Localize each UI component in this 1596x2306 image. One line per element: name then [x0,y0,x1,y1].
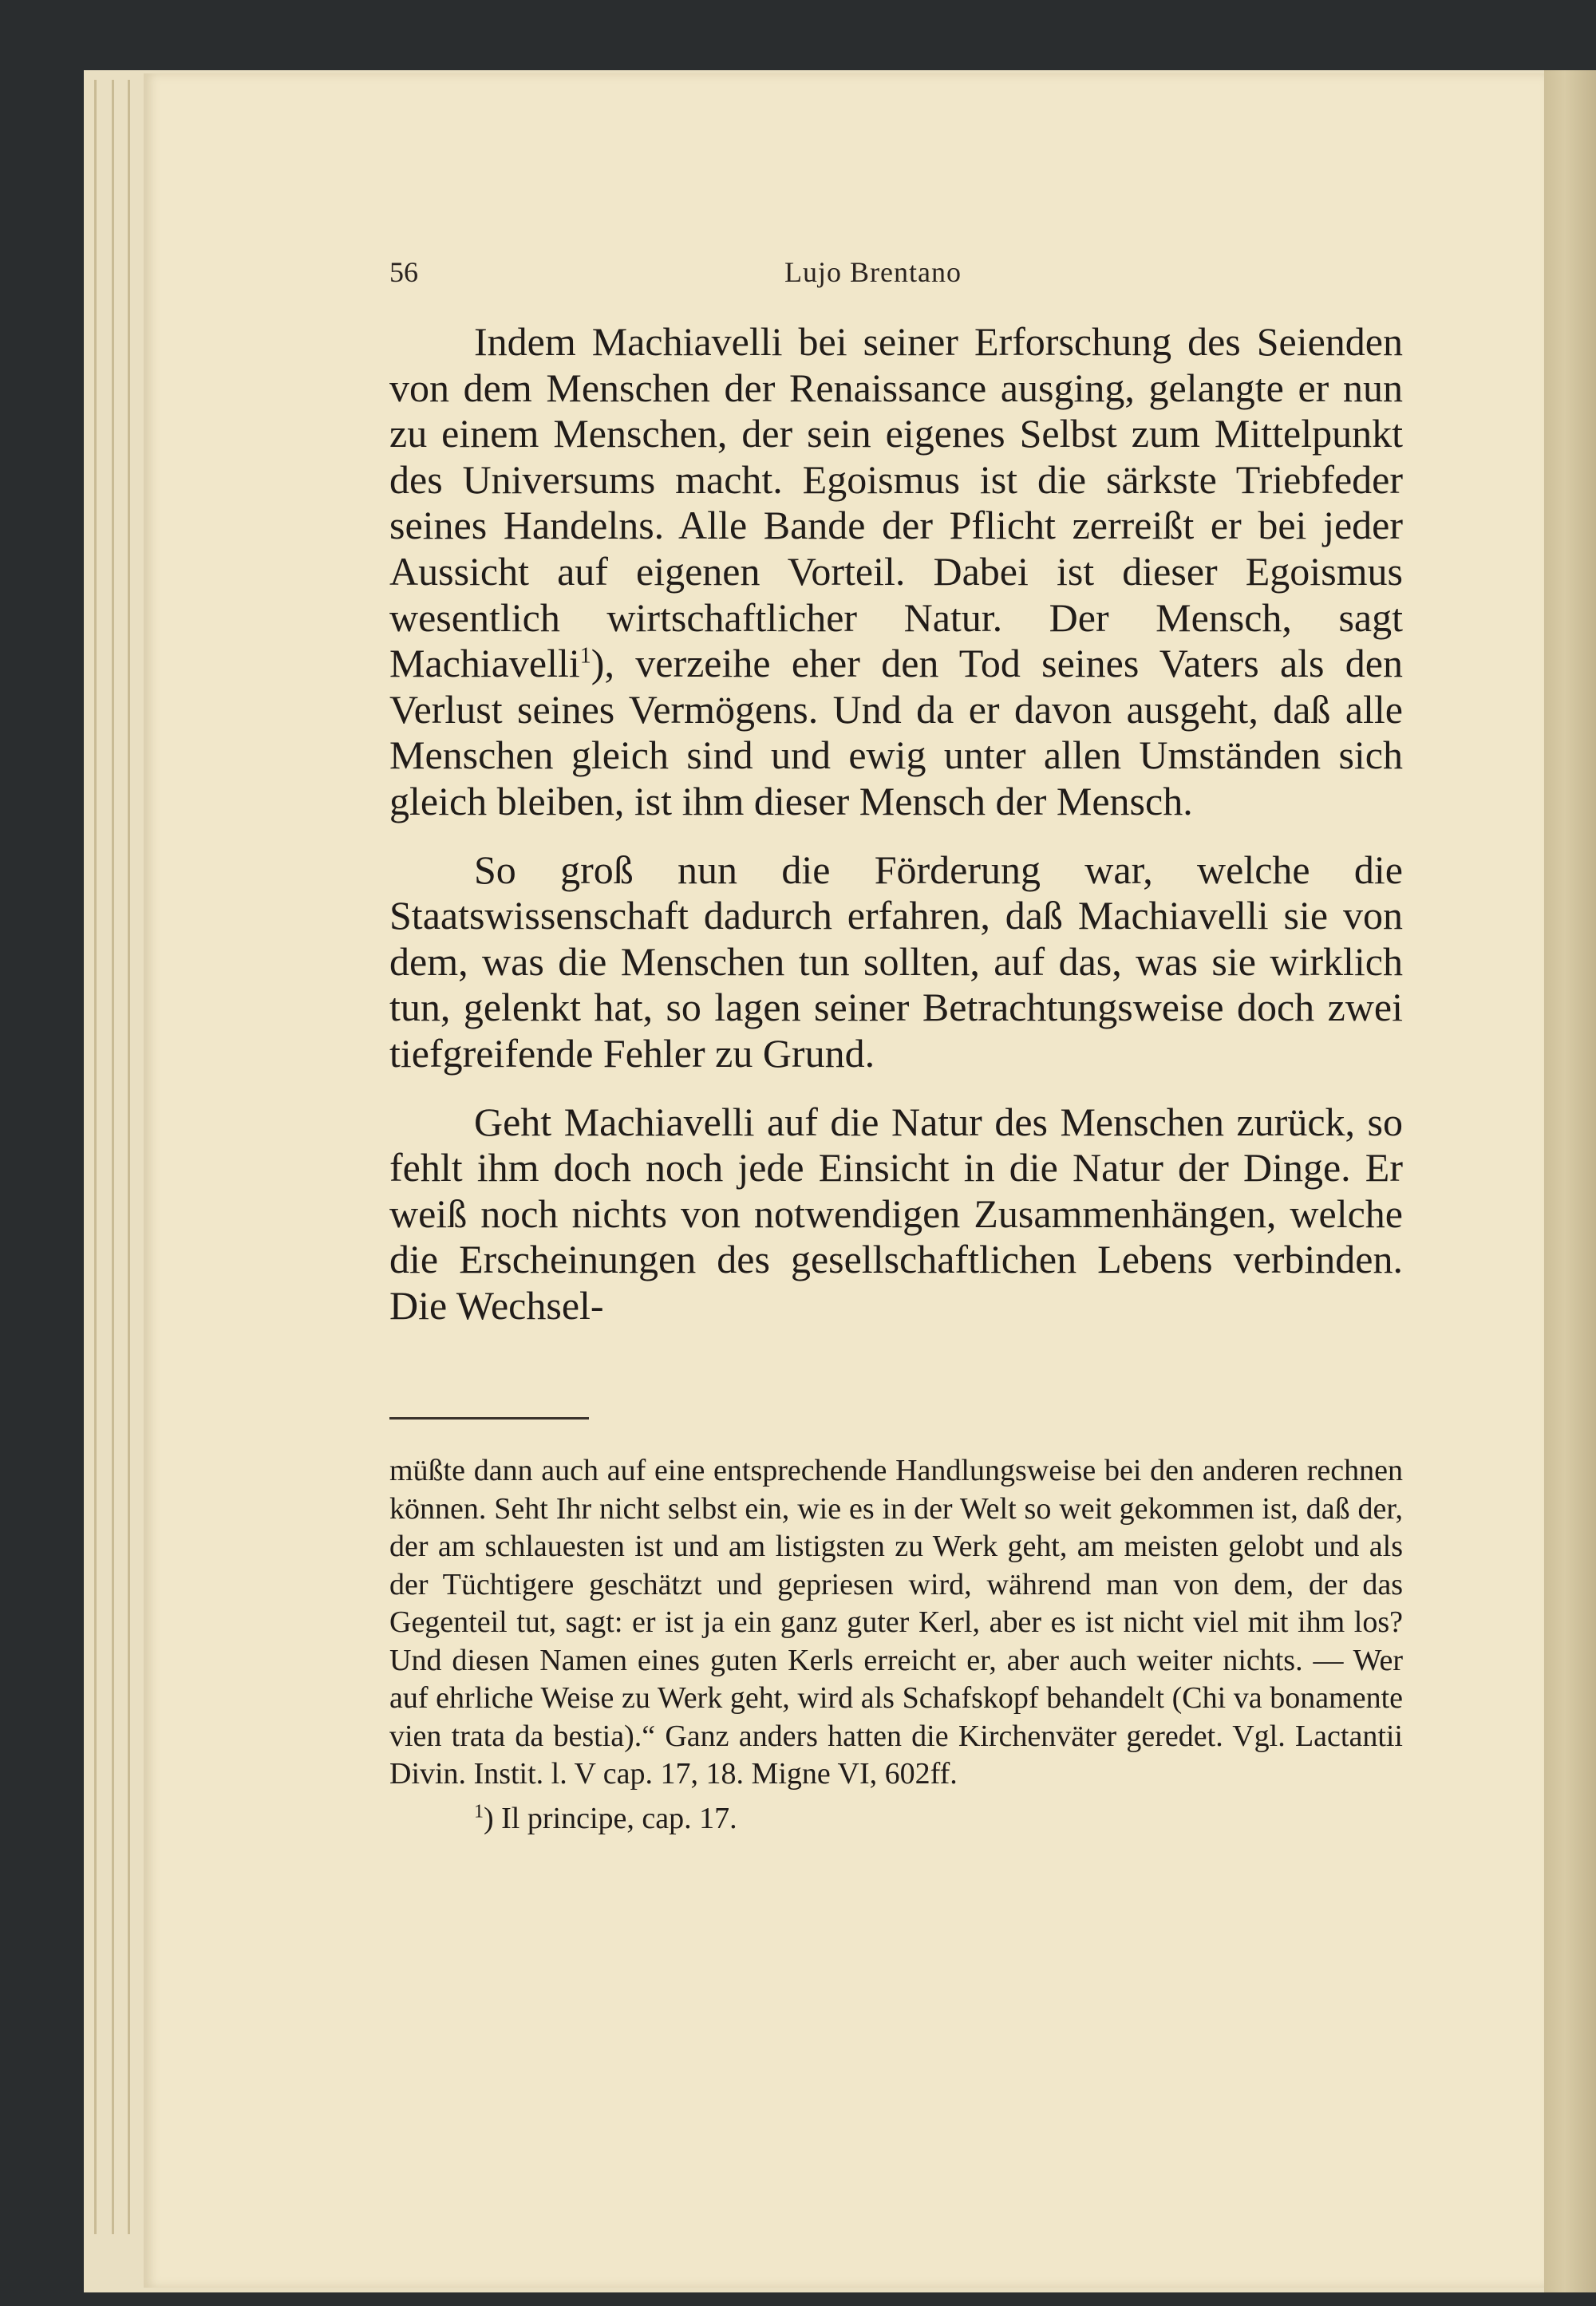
footnote-rule [389,1417,589,1420]
paragraph-text: ), verzeihe eher den Tod seines Vaters als den Verlust seines Vermögens. Und da er davon ausgeht, daß alle Menschen gleich sind und ewig unter allen Umständen sich gleich bleiben, ist ihm dieser Mensch der Mensch. [389,641,1403,823]
page-layer-line [94,80,97,2234]
page-layer-line [112,80,114,2234]
footnote-continued: müßte dann auch auf eine entsprechende Handlungsweise bei den anderen rechnen können. Seht Ihr nicht selbst ein, wie es in der Welt so weit gekommen ist, daß der, der am schlauesten ist und am listigsten zu Werk geht, am meisten gelobt und als der Tüchtigere geschätzt und gepriesen wird, während man von dem, der das Gegenteil tut, sagt: er ist ja ein ganz guter Kerl, aber es ist nicht viel mit ihm los? Und diesen Namen eines guten Kerls erreicht er, aber auch weiter nichts. — Wer auf ehrliche Weise zu Werk geht, wird als Schafskopf behandelt (Chi va bonamente vien trata da bestia).“ Ganz anders hatten die Kirchenväter geredet. Vgl. Lactantii Divin. Instit. l. V cap. 17, 18. Migne VI, 602ff. [389,1454,1403,1791]
footnote-marker: 1 [579,643,591,669]
page-edge [1544,70,1596,2292]
footnote-1-text: ) Il principe, cap. 17. [484,1801,737,1835]
paragraph [389,319,1403,825]
page-number: 56 [389,256,418,288]
footnotes [389,1452,1403,1838]
paragraph-text: Indem Machiavelli bei seiner Erforschung des Seienden von dem Menschen der Renaissance ausging, gelangte er nun zu einem Menschen, der sein eigenes Selbst zum Mittelpunkt des Universums macht. Egoismus ist die särkste Triebfeder seines Handelns. Alle Bande der Pflicht zerreißt er bei jeder Aussicht auf eigenen Vorteil. Dabei ist dieser Egoismus wesentlich wirtschaftlicher Natur. Der Mensch, sagt Machiavelli [389,319,1403,686]
paragraph: So groß nun die Förderung war, welche die Staatswissenschaft dadurch erfahren, daß Machiavelli sie von dem, was die Menschen tun sollten, auf das, was sie wirklich tun, gelenkt hat, so lagen seiner Betrachtungsweise doch zwei tiefgreifende Fehler zu Grund. [389,847,1403,1076]
page-layer-line [128,80,130,2234]
running-head: Lujo Brentano [784,256,962,288]
footnote-1-marker: 1 [474,1800,484,1822]
footnote-1 [389,1800,1403,1838]
main-text [389,319,1403,1329]
page-header [389,255,1412,295]
paragraph: Geht Machiavelli auf die Natur des Menschen zurück, so fehlt ihm doch noch jede Einsicht in die Natur der Dinge. Er weiß noch nichts von notwendigen Zusammenhängen, welche die Erscheinungen des gesellschaftlichen Lebens verbinden. Die Wechsel- [389,1099,1403,1328]
